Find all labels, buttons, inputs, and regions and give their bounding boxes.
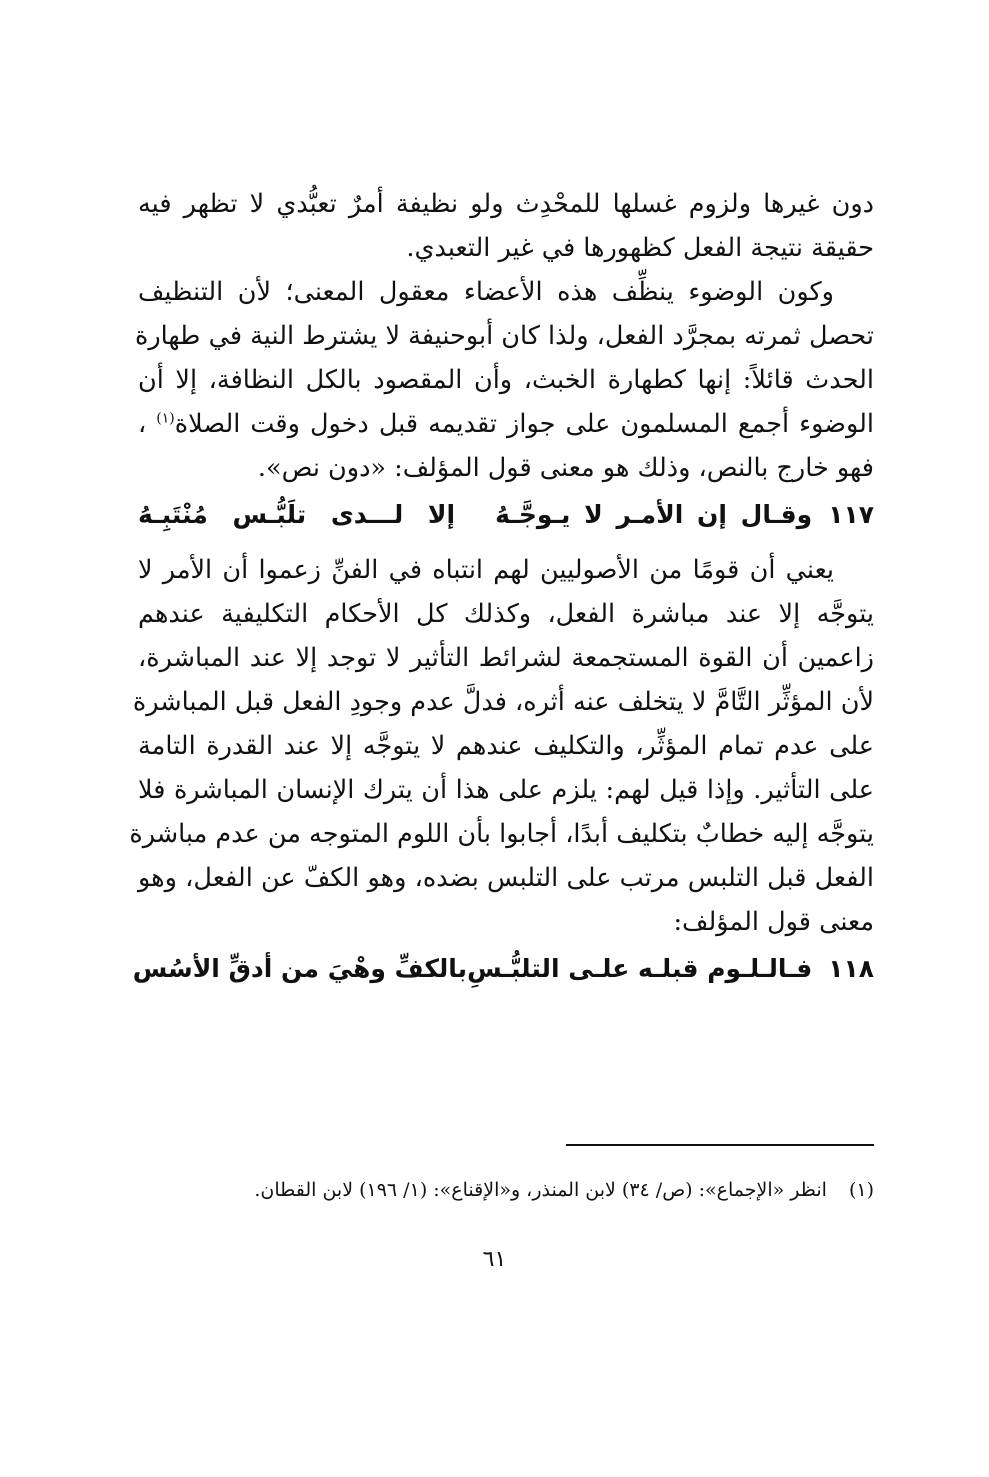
verse-number: ١١٧ bbox=[828, 500, 874, 529]
verse-first-hemistich: فـالـلـوم قبلـه علـى التلبُّـسِ bbox=[467, 954, 813, 983]
text-line: دون غيرها ولزوم غسلها للمحْدِث ولو نظيفة أمرٌ تعبُّدي لا تظهر فيه bbox=[138, 189, 874, 219]
main-text bbox=[129, 182, 874, 994]
page-number: ٦١ bbox=[482, 1247, 507, 1272]
verse-second-hemistich: بالكفِّ وهْيَ من أدقِّ الأسُس bbox=[132, 954, 468, 983]
text-line: يتوجَّه إلا عند مباشرة الفعل، وكذلك كل الأحكام التكليفية عندهم bbox=[138, 599, 874, 629]
text-line: زاعمين أن القوة المستجمعة لشرائط التأثير لا توجد إلا عند المباشرة، bbox=[138, 643, 874, 673]
footnote-marker: (١) bbox=[848, 1179, 874, 1201]
footnote-text: انظر «الإجماع»: (ص/ ٣٤) لابن المنذر، و«الإقناع»: (١/ ١٩٦) لابن القطان. bbox=[254, 1179, 827, 1201]
verse-first-hemistich: وقـال إن الأمـر لا يـوجَّـهُ bbox=[495, 500, 813, 529]
footnote-reference: (١) bbox=[156, 410, 175, 427]
text-line: يعني أن قومًا من الأصوليين لهم انتباه في الفنِّ زعموا أن الأمر لا bbox=[138, 555, 834, 585]
text-line: معنى قول المؤلف: bbox=[673, 907, 874, 937]
paragraph-2 bbox=[134, 270, 874, 490]
text-fragment: ، bbox=[138, 409, 147, 439]
text-line: حقيقة نتيجة الفعل كظهورها في غير التعبدي. bbox=[406, 233, 874, 263]
verse-117 bbox=[138, 490, 874, 540]
text-line: وكون الوضوء ينظِّف هذه الأعضاء معقول المعنى؛ لأن التنظيف bbox=[138, 277, 834, 307]
verse-second-hemistich: إلا لـــدى تلَبُّـس مُنْتَبِـهُ bbox=[138, 500, 456, 529]
verse-number: ١١٨ bbox=[828, 954, 874, 983]
text-line: على عدم تمام المؤثِّر، والتكليف عندهم لا يتوجَّه إلا عند القدرة التامة bbox=[138, 731, 874, 761]
text-line: الفعل قبل التلبس مرتب على التلبس بضده، وهو الكفّ عن الفعل، وهو bbox=[138, 863, 874, 893]
verse-gap bbox=[455, 490, 495, 540]
text-line: فهو خارج بالنص، وذلك هو معنى قول المؤلف: «دون نص». bbox=[257, 453, 874, 483]
verse-118 bbox=[132, 944, 874, 994]
text-fragment: الوضوء أجمع المسلمون على جواز تقديمه قبل دخول وقت الصلاة bbox=[174, 409, 874, 439]
text-line-with-footnote bbox=[138, 402, 874, 446]
paragraph-1 bbox=[138, 182, 874, 270]
paragraph-3 bbox=[129, 548, 874, 944]
spacer bbox=[138, 540, 874, 548]
text-line: لأن المؤثِّر التَّامَّ لا يتخلف عنه أثره، فدلَّ عدم وجودِ الفعل قبل المباشرة bbox=[132, 687, 874, 717]
text-line: يتوجَّه إليه خطابٌ بتكليف أبدًا، أجابوا بأن اللوم المتوجه من عدم مباشرة bbox=[129, 819, 874, 849]
text-line: تحصل ثمرته بمجرَّد الفعل، ولذا كان أبوحنيفة لا يشترط النية في طهارة bbox=[134, 321, 874, 351]
text-line: على التأثير. وإذا قيل لهم: يلزم على هذا أن يترك الإنسان المباشرة فلا bbox=[138, 775, 874, 805]
text-line: الحدث قائلاً: إنها كطهارة الخبث، وأن المقصود بالكل النظافة، إلا أن bbox=[138, 365, 874, 395]
footnote-divider bbox=[566, 1144, 874, 1146]
footnote bbox=[254, 1175, 874, 1205]
